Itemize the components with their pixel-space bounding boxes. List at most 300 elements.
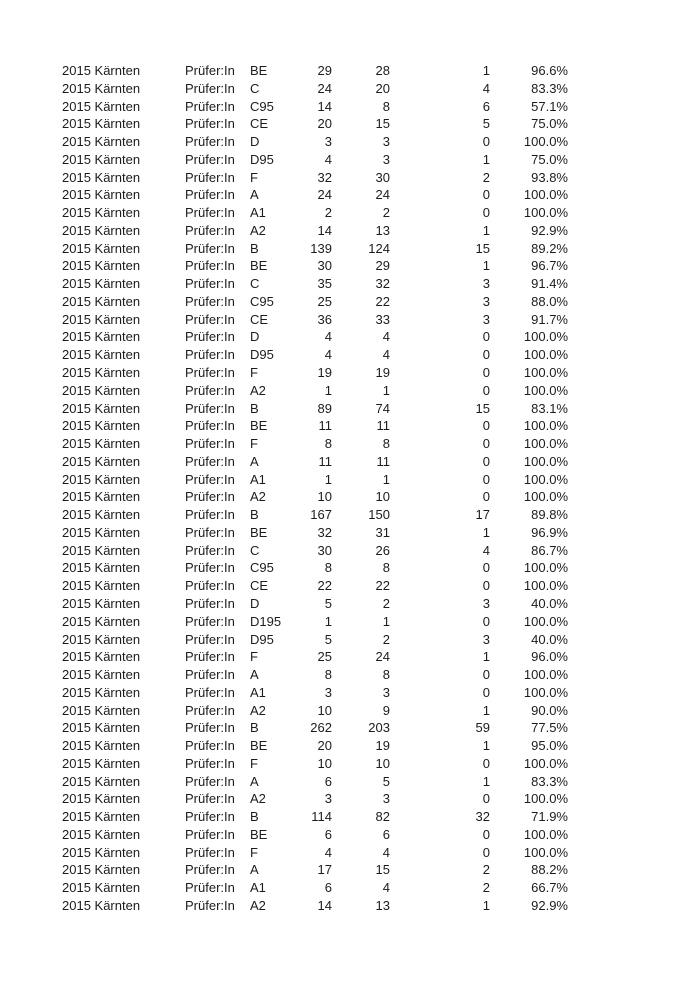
category-cell: C — [250, 542, 260, 558]
category-cell: F — [250, 649, 258, 665]
category-cell: C95 — [250, 98, 274, 114]
examiner-cell: Prüfer:In — [185, 773, 235, 789]
pass-rate-cell: 75.0% — [531, 151, 568, 167]
examiner-cell: Prüfer:In — [185, 418, 235, 434]
passed-cell: 82 — [375, 809, 390, 825]
total-cell: 22 — [317, 578, 332, 594]
total-cell: 2 — [324, 205, 332, 221]
passed-cell: 20 — [375, 80, 390, 96]
table-row — [62, 435, 700, 453]
category-cell: F — [250, 436, 258, 452]
year-region-cell: 2015 Kärnten — [62, 560, 141, 576]
failed-cell: 3 — [482, 293, 490, 309]
category-cell: C95 — [250, 560, 274, 576]
failed-cell: 0 — [482, 471, 490, 487]
failed-cell: 0 — [482, 560, 490, 576]
failed-cell: 15 — [475, 400, 490, 416]
failed-cell: 2 — [482, 880, 490, 896]
failed-cell: 0 — [482, 382, 490, 398]
category-cell: CE — [250, 116, 269, 132]
category-cell: B — [250, 720, 259, 736]
failed-cell: 1 — [482, 63, 490, 78]
year-region-cell: 2015 Kärnten — [62, 578, 141, 594]
year-region-cell: 2015 Kärnten — [62, 507, 141, 523]
table-row — [62, 684, 700, 702]
total-cell: 10 — [317, 702, 332, 718]
examiner-cell: Prüfer:In — [185, 240, 235, 256]
failed-cell: 1 — [482, 151, 490, 167]
category-cell: D95 — [250, 151, 274, 167]
pass-rate-cell: 57.1% — [531, 98, 568, 114]
examiner-cell: Prüfer:In — [185, 453, 235, 469]
examiner-cell: Prüfer:In — [185, 738, 235, 754]
category-cell: BE — [250, 738, 268, 754]
failed-cell: 0 — [482, 134, 490, 150]
failed-cell: 0 — [482, 453, 490, 469]
year-region-cell: 2015 Kärnten — [62, 80, 141, 96]
table-row — [62, 737, 700, 755]
table-row — [62, 115, 700, 133]
examiner-cell: Prüfer:In — [185, 400, 235, 416]
examiner-cell: Prüfer:In — [185, 311, 235, 327]
examiner-cell: Prüfer:In — [185, 471, 235, 487]
category-cell: A2 — [250, 222, 266, 238]
total-cell: 10 — [317, 755, 332, 771]
passed-cell: 6 — [382, 826, 390, 842]
examiner-cell: Prüfer:In — [185, 631, 235, 647]
pass-rate-cell: 91.7% — [531, 311, 568, 327]
total-cell: 32 — [317, 524, 332, 540]
passed-cell: 10 — [375, 755, 390, 771]
passed-cell: 4 — [382, 347, 390, 363]
category-cell: BE — [250, 524, 268, 540]
pass-rate-cell: 100.0% — [523, 560, 568, 576]
examiner-cell: Prüfer:In — [185, 524, 235, 540]
table-row — [62, 702, 700, 720]
year-region-cell: 2015 Kärnten — [62, 702, 141, 718]
table-row — [62, 346, 700, 364]
category-cell: C — [250, 276, 260, 292]
failed-cell: 1 — [482, 524, 490, 540]
year-region-cell: 2015 Kärnten — [62, 205, 141, 221]
examiner-cell: Prüfer:In — [185, 755, 235, 771]
year-region-cell: 2015 Kärnten — [62, 116, 141, 132]
failed-cell: 0 — [482, 684, 490, 700]
year-region-cell: 2015 Kärnten — [62, 258, 141, 274]
category-cell: F — [250, 169, 258, 185]
passed-cell: 8 — [382, 667, 390, 683]
pass-rate-cell: 96.0% — [531, 649, 568, 665]
pass-rate-cell: 100.0% — [523, 667, 568, 683]
table-row — [62, 169, 700, 187]
passed-cell: 22 — [375, 578, 390, 594]
table-row — [62, 382, 700, 400]
failed-cell: 3 — [482, 595, 490, 611]
year-region-cell: 2015 Kärnten — [62, 98, 141, 114]
passed-cell: 29 — [375, 258, 390, 274]
examiner-cell: Prüfer:In — [185, 98, 235, 114]
passed-cell: 31 — [375, 524, 390, 540]
passed-cell: 10 — [375, 489, 390, 505]
total-cell: 14 — [317, 98, 332, 114]
examiner-cell: Prüfer:In — [185, 826, 235, 842]
pass-rate-cell: 86.7% — [531, 542, 568, 558]
year-region-cell: 2015 Kärnten — [62, 738, 141, 754]
passed-cell: 28 — [375, 63, 390, 78]
failed-cell: 0 — [482, 613, 490, 629]
examiner-cell: Prüfer:In — [185, 329, 235, 345]
passed-cell: 3 — [382, 134, 390, 150]
table-row — [62, 488, 700, 506]
passed-cell: 19 — [375, 365, 390, 381]
table-row — [62, 311, 700, 329]
examiner-cell: Prüfer:In — [185, 134, 235, 150]
examiner-cell: Prüfer:In — [185, 169, 235, 185]
year-region-cell: 2015 Kärnten — [62, 222, 141, 238]
pass-rate-cell: 91.4% — [531, 276, 568, 292]
examiner-cell: Prüfer:In — [185, 276, 235, 292]
pass-rate-cell: 100.0% — [523, 365, 568, 381]
year-region-cell: 2015 Kärnten — [62, 471, 141, 487]
year-region-cell: 2015 Kärnten — [62, 649, 141, 665]
failed-cell: 0 — [482, 667, 490, 683]
passed-cell: 4 — [382, 844, 390, 860]
failed-cell: 32 — [475, 809, 490, 825]
passed-cell: 74 — [375, 400, 390, 416]
failed-cell: 1 — [482, 897, 490, 913]
total-cell: 5 — [324, 631, 332, 647]
pass-rate-cell: 100.0% — [523, 826, 568, 842]
failed-cell: 0 — [482, 489, 490, 505]
total-cell: 3 — [324, 684, 332, 700]
passed-cell: 4 — [382, 329, 390, 345]
category-cell: BE — [250, 826, 268, 842]
total-cell: 5 — [324, 595, 332, 611]
year-region-cell: 2015 Kärnten — [62, 844, 141, 860]
category-cell: D95 — [250, 347, 274, 363]
table-row — [62, 453, 700, 471]
pass-rate-cell: 88.0% — [531, 293, 568, 309]
failed-cell: 1 — [482, 649, 490, 665]
pass-rate-cell: 96.9% — [531, 524, 568, 540]
year-region-cell: 2015 Kärnten — [62, 347, 141, 363]
total-cell: 11 — [318, 453, 332, 469]
passed-cell: 3 — [382, 791, 390, 807]
passed-cell: 15 — [375, 116, 390, 132]
total-cell: 3 — [324, 791, 332, 807]
examiner-cell: Prüfer:In — [185, 436, 235, 452]
total-cell: 11 — [318, 418, 332, 434]
total-cell: 6 — [324, 826, 332, 842]
category-cell: A1 — [250, 684, 266, 700]
passed-cell: 3 — [382, 151, 390, 167]
examiner-cell: Prüfer:In — [185, 595, 235, 611]
pass-rate-cell: 75.0% — [531, 116, 568, 132]
passed-cell: 19 — [375, 738, 390, 754]
total-cell: 4 — [324, 151, 332, 167]
total-cell: 4 — [324, 347, 332, 363]
passed-cell: 1 — [382, 613, 390, 629]
total-cell: 4 — [324, 329, 332, 345]
table-row — [62, 755, 700, 773]
table-row — [62, 506, 700, 524]
examiner-cell: Prüfer:In — [185, 684, 235, 700]
failed-cell: 15 — [475, 240, 490, 256]
examiner-cell: Prüfer:In — [185, 880, 235, 896]
examiner-cell: Prüfer:In — [185, 116, 235, 132]
year-region-cell: 2015 Kärnten — [62, 418, 141, 434]
pass-rate-cell: 100.0% — [523, 329, 568, 345]
year-region-cell: 2015 Kärnten — [62, 684, 141, 700]
table-row — [62, 186, 700, 204]
passed-cell: 24 — [375, 649, 390, 665]
table-row — [62, 222, 700, 240]
pass-rate-cell: 100.0% — [523, 489, 568, 505]
failed-cell: 0 — [482, 205, 490, 221]
year-region-cell: 2015 Kärnten — [62, 436, 141, 452]
examiner-cell: Prüfer:In — [185, 897, 235, 913]
examiner-cell: Prüfer:In — [185, 613, 235, 629]
passed-cell: 150 — [368, 507, 390, 523]
passed-cell: 13 — [375, 897, 390, 913]
table-row — [62, 275, 700, 293]
year-region-cell: 2015 Kärnten — [62, 897, 141, 913]
passed-cell: 203 — [368, 720, 390, 736]
total-cell: 167 — [310, 507, 332, 523]
total-cell: 17 — [317, 862, 332, 878]
category-cell: A — [250, 773, 259, 789]
examiner-cell: Prüfer:In — [185, 63, 235, 78]
examiner-cell: Prüfer:In — [185, 649, 235, 665]
total-cell: 114 — [311, 809, 332, 825]
category-cell: B — [250, 400, 259, 416]
table-row — [62, 364, 700, 382]
passed-cell: 4 — [382, 880, 390, 896]
category-cell: D95 — [250, 631, 274, 647]
category-cell: B — [250, 507, 259, 523]
total-cell: 24 — [317, 187, 332, 203]
pass-rate-cell: 96.7% — [531, 258, 568, 274]
failed-cell: 3 — [482, 631, 490, 647]
table-row — [62, 328, 700, 346]
examiner-cell: Prüfer:In — [185, 222, 235, 238]
failed-cell: 1 — [482, 773, 490, 789]
passed-cell: 15 — [375, 862, 390, 878]
examiner-cell: Prüfer:In — [185, 258, 235, 274]
results-table — [62, 62, 700, 915]
table-row — [62, 879, 700, 897]
examiner-cell: Prüfer:In — [185, 844, 235, 860]
failed-cell: 0 — [482, 418, 490, 434]
examiner-cell: Prüfer:In — [185, 578, 235, 594]
examiner-cell: Prüfer:In — [185, 720, 235, 736]
table-row — [62, 98, 700, 116]
year-region-cell: 2015 Kärnten — [62, 293, 141, 309]
pass-rate-cell: 96.6% — [531, 63, 568, 78]
category-cell: A — [250, 187, 259, 203]
table-row — [62, 133, 700, 151]
year-region-cell: 2015 Kärnten — [62, 311, 141, 327]
total-cell: 8 — [324, 560, 332, 576]
category-cell: D — [250, 595, 260, 611]
category-cell: A2 — [250, 791, 266, 807]
year-region-cell: 2015 Kärnten — [62, 791, 141, 807]
table-row — [62, 240, 700, 258]
pass-rate-cell: 100.0% — [523, 684, 568, 700]
year-region-cell: 2015 Kärnten — [62, 329, 141, 345]
failed-cell: 2 — [482, 862, 490, 878]
examiner-cell: Prüfer:In — [185, 560, 235, 576]
pass-rate-cell: 93.8% — [531, 169, 568, 185]
pass-rate-cell: 66.7% — [531, 880, 568, 896]
total-cell: 1 — [324, 471, 332, 487]
failed-cell: 17 — [475, 507, 490, 523]
total-cell: 6 — [324, 773, 332, 789]
category-cell: CE — [250, 311, 269, 327]
table-row — [62, 62, 700, 80]
passed-cell: 1 — [382, 382, 390, 398]
year-region-cell: 2015 Kärnten — [62, 453, 141, 469]
total-cell: 20 — [317, 116, 332, 132]
year-region-cell: 2015 Kärnten — [62, 880, 141, 896]
total-cell: 8 — [324, 667, 332, 683]
failed-cell: 0 — [482, 329, 490, 345]
year-region-cell: 2015 Kärnten — [62, 755, 141, 771]
failed-cell: 1 — [482, 702, 490, 718]
failed-cell: 1 — [482, 222, 490, 238]
passed-cell: 22 — [375, 293, 390, 309]
failed-cell: 1 — [482, 738, 490, 754]
total-cell: 3 — [324, 134, 332, 150]
pass-rate-cell: 83.3% — [531, 773, 568, 789]
year-region-cell: 2015 Kärnten — [62, 720, 141, 736]
category-cell: A2 — [250, 489, 266, 505]
year-region-cell: 2015 Kärnten — [62, 631, 141, 647]
total-cell: 14 — [317, 222, 332, 238]
pass-rate-cell: 100.0% — [523, 613, 568, 629]
passed-cell: 11 — [376, 418, 390, 434]
category-cell: BE — [250, 418, 268, 434]
total-cell: 1 — [324, 613, 332, 629]
category-cell: D — [250, 329, 260, 345]
year-region-cell: 2015 Kärnten — [62, 187, 141, 203]
category-cell: C95 — [250, 293, 274, 309]
total-cell: 24 — [317, 80, 332, 96]
category-cell: A1 — [250, 880, 266, 896]
failed-cell: 0 — [482, 755, 490, 771]
examiner-cell: Prüfer:In — [185, 489, 235, 505]
failed-cell: 3 — [482, 311, 490, 327]
total-cell: 14 — [317, 897, 332, 913]
passed-cell: 11 — [376, 453, 390, 469]
total-cell: 8 — [324, 436, 332, 452]
total-cell: 1 — [324, 382, 332, 398]
examiner-cell: Prüfer:In — [185, 542, 235, 558]
failed-cell: 0 — [482, 365, 490, 381]
failed-cell: 0 — [482, 826, 490, 842]
year-region-cell: 2015 Kärnten — [62, 382, 141, 398]
table-row — [62, 631, 700, 649]
examiner-cell: Prüfer:In — [185, 293, 235, 309]
category-cell: F — [250, 755, 258, 771]
total-cell: 262 — [310, 720, 332, 736]
passed-cell: 1 — [382, 471, 390, 487]
total-cell: 4 — [324, 844, 332, 860]
pass-rate-cell: 88.2% — [531, 862, 568, 878]
year-region-cell: 2015 Kärnten — [62, 365, 141, 381]
year-region-cell: 2015 Kärnten — [62, 276, 141, 292]
year-region-cell: 2015 Kärnten — [62, 63, 141, 78]
total-cell: 36 — [317, 311, 332, 327]
total-cell: 25 — [317, 293, 332, 309]
table-row — [62, 666, 700, 684]
table-row — [62, 151, 700, 169]
total-cell: 6 — [324, 880, 332, 896]
pass-rate-cell: 100.0% — [523, 134, 568, 150]
year-region-cell: 2015 Kärnten — [62, 595, 141, 611]
category-cell: D195 — [250, 613, 282, 629]
total-cell: 139 — [310, 240, 332, 256]
category-cell: D — [250, 134, 260, 150]
passed-cell: 32 — [375, 276, 390, 292]
pass-rate-cell: 100.0% — [523, 205, 568, 221]
pass-rate-cell: 89.2% — [531, 240, 568, 256]
passed-cell: 124 — [368, 240, 390, 256]
failed-cell: 0 — [482, 187, 490, 203]
passed-cell: 8 — [382, 436, 390, 452]
failed-cell: 2 — [482, 169, 490, 185]
total-cell: 30 — [317, 258, 332, 274]
pass-rate-cell: 100.0% — [523, 187, 568, 203]
table-row — [62, 80, 700, 98]
pass-rate-cell: 77.5% — [531, 720, 568, 736]
passed-cell: 26 — [375, 542, 390, 558]
year-region-cell: 2015 Kärnten — [62, 240, 141, 256]
failed-cell: 0 — [482, 844, 490, 860]
total-cell: 29 — [317, 63, 332, 78]
total-cell: 89 — [317, 400, 332, 416]
pass-rate-cell: 100.0% — [523, 755, 568, 771]
table-row — [62, 524, 700, 542]
examiner-cell: Prüfer:In — [185, 507, 235, 523]
year-region-cell: 2015 Kärnten — [62, 489, 141, 505]
passed-cell: 2 — [382, 205, 390, 221]
passed-cell: 9 — [382, 702, 390, 718]
total-cell: 20 — [317, 738, 332, 754]
examiner-cell: Prüfer:In — [185, 205, 235, 221]
examiner-cell: Prüfer:In — [185, 702, 235, 718]
examiner-cell: Prüfer:In — [185, 365, 235, 381]
pass-rate-cell: 40.0% — [531, 595, 568, 611]
failed-cell: 0 — [482, 791, 490, 807]
examiner-cell: Prüfer:In — [185, 791, 235, 807]
table-row — [62, 861, 700, 879]
failed-cell: 6 — [482, 98, 490, 114]
failed-cell: 1 — [482, 258, 490, 274]
pass-rate-cell: 92.9% — [531, 222, 568, 238]
examiner-cell: Prüfer:In — [185, 382, 235, 398]
category-cell: F — [250, 844, 258, 860]
passed-cell: 30 — [375, 169, 390, 185]
table-row — [62, 773, 700, 791]
passed-cell: 2 — [382, 631, 390, 647]
table-row — [62, 844, 700, 862]
failed-cell: 0 — [482, 347, 490, 363]
table-row — [62, 417, 700, 435]
passed-cell: 5 — [382, 773, 390, 789]
year-region-cell: 2015 Kärnten — [62, 773, 141, 789]
pass-rate-cell: 100.0% — [523, 347, 568, 363]
